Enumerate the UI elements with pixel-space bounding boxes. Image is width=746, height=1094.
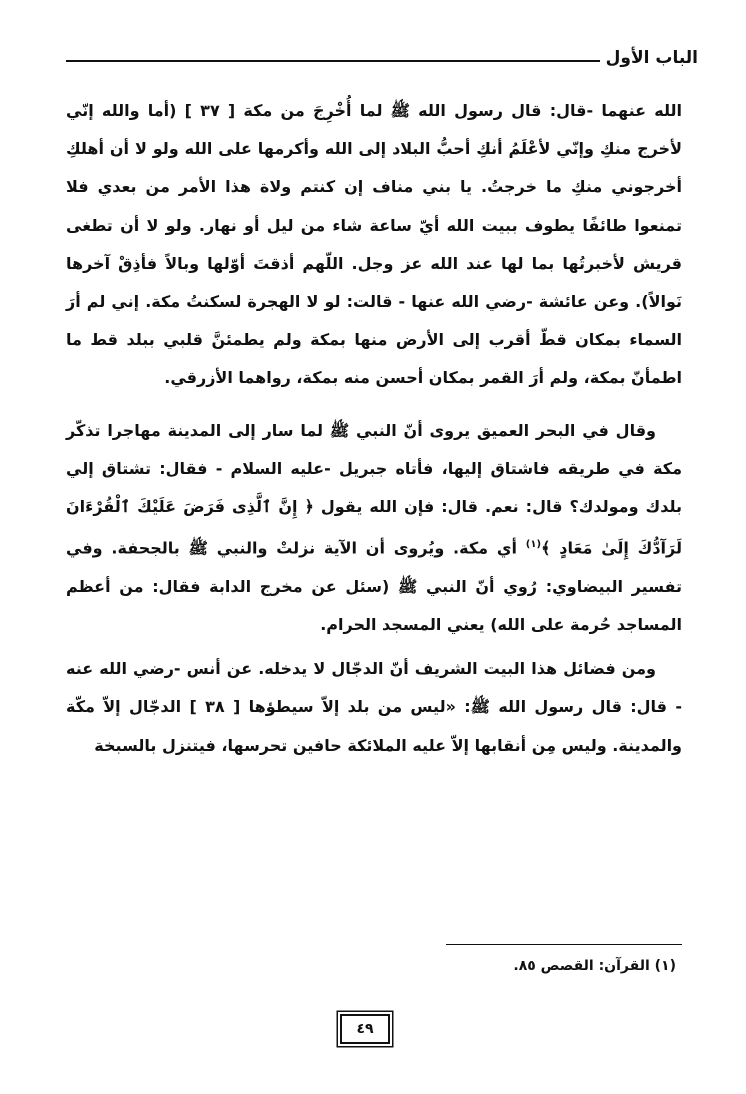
footnote-text: القرآن: القصص ٨٥. <box>513 958 650 974</box>
paragraph-2-continuation: أي مكة. ويُروى أن الآية نزلتْ والنبي ﷺ بالجحفة. وفي تفسير البيضاوي: رُوي أنّ النبي ﷺ (سئل عن مخرج الدابة فقال: من أعظم المساجد حُرمة على الله) يعني المسجد الحرام. <box>66 538 682 634</box>
footnote-reference: (١) <box>525 539 542 551</box>
header-rule <box>66 60 600 62</box>
main-text <box>66 92 682 771</box>
page-number: ٤٩ <box>340 1014 390 1044</box>
paragraph-2-text: وقال في البحر العميق يروى أنّ النبي ﷺ لما سار إلى المدينة مهاجرا تذكّر مكة في طريقه فاشتاق إليها، فأتاه جبريل -عليه السلام - فقال: تشتاق إلي بلدك ومولدك؟ قال: نعم. قال: فإن الله يقول ﴿ إِنَّ ٱلَّذِى فَرَضَ عَلَيْكَ ٱلْقُرْءَانَ لَرَآدُّكَ إِلَىٰ مَعَادٍ ﴾ <box>66 420 682 558</box>
running-header <box>66 44 698 72</box>
footnote <box>66 958 676 974</box>
paragraph-2 <box>66 412 682 645</box>
paragraph-3: ومن فضائل هذا البيت الشريف أنّ الدجّال لا يدخله. عن أنس -رضي الله عنه - قال: قال رسول الله ﷺ: «ليس من بلد إلاّ سيطؤها [ ٣٨ ] الدجّال إلاّ مكّة والمدينة. وليس مِن أنقابها إلاّ عليه الملائكة حافين تحرسها، فيتنزل بالسبخة <box>66 659 683 755</box>
chapter-title: الباب الأول <box>605 48 698 68</box>
paragraph-1: الله عنهما -قال: قال رسول الله ﷺ لما أُخْرِجَ من مكة [ ٣٧ ] (أما والله إنّي لأخرج منكِ وإنّي لأعْلَمُ أنكِ أحبُّ البلاد إلى الله وأكرمها على الله ولو لا أن أهلكِ أخرجوني منكِ ما خرجتُ. يا بني مناف إن كنتم ولاة هذا الأمر من بعدي فلا تمنعوا طائفًا يطوف ببيت الله أيّ ساعة شاء من ليل أو نهار. ولو لا أن تطغى قريش لأخبرتُها بما لها عند الله عز وجل. اللّهم أذقتَ أوّلها وبالاً فأذِقْ آخرها نَوالاً). وعن عائشة -رضي الله عنها - قالت: لو لا الهجرة لسكنتُ مكة. إني لم أرَ السماء بمكان قطّ أقرب إلى الأرض منها بمكة ولم يطمئنَّ قلبي ببلد قط ما اطمأنّ بمكة، ولم أرَ القمر بمكان أحسن منه بمكة، رواهما الأزرقي. <box>66 101 683 388</box>
footnote-rule <box>446 944 682 945</box>
footnote-marker: (١) <box>654 958 676 974</box>
